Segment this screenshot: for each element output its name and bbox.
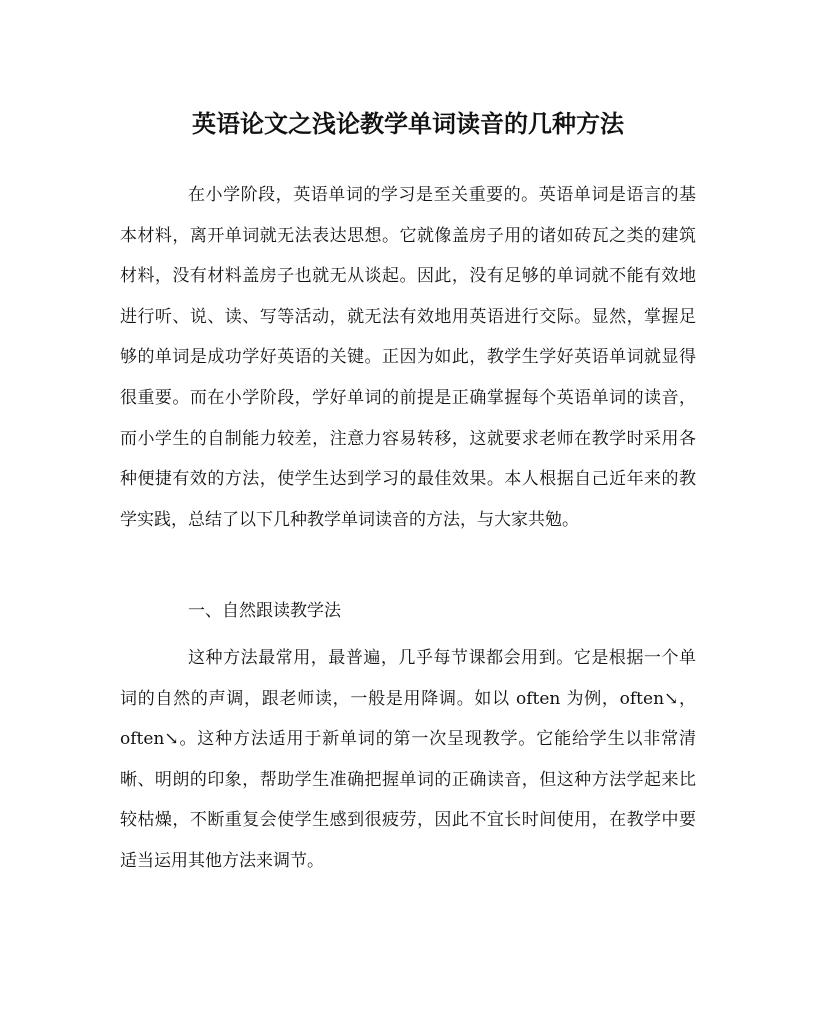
intro-paragraph: 在小学阶段，英语单词的学习是至关重要的。英语单词是语言的基本材料，离开单词就无法表达思想。它就像盖房子用的诸如砖瓦之类的建筑材料，没有材料盖房子也就无从谈起。因此，没有足够的单词就不能有效地进行听、说、读、写等活动，就无法有效地用英语进行交际。显然，掌握足够的单词是成功学好英语的关键。正因为如此，教学生学好英语单词就显得很重要。而在小学阶段，学好单词的前提是正确掌握每个英语单词的读音，而小学生的自制能力较差，注意力容易转移，这就要求老师在教学时采用各种便捷有效的方法，使学生达到学习的最佳效果。本人根据自己近年来的教学实践，总结了以下几种教学单词读音的方法，与大家共勉。 xyxy=(120,185,696,530)
document-title: 英语论文之浅论教学单词读音的几种方法 xyxy=(192,109,624,138)
method-paragraph: 这种方法最常用，最普遍，几乎每节课都会用到。它是根据一个单词的自然的声调，跟老师读，一般是用降调。如以 often 为例，often↘，often↘。这种方法适用于新单词的第一次呈现教学。它能给学生以非常清晰、明朗的印象，帮助学生准确把握单词的正确读音，但这种方法学起来比较枯燥，不断重复会使学生感到很疲劳，因此不宜长时间使用，在教学中要适当运用其他方法来调节。 xyxy=(120,648,696,871)
section-heading: 一、自然跟读教学法 xyxy=(188,601,341,621)
